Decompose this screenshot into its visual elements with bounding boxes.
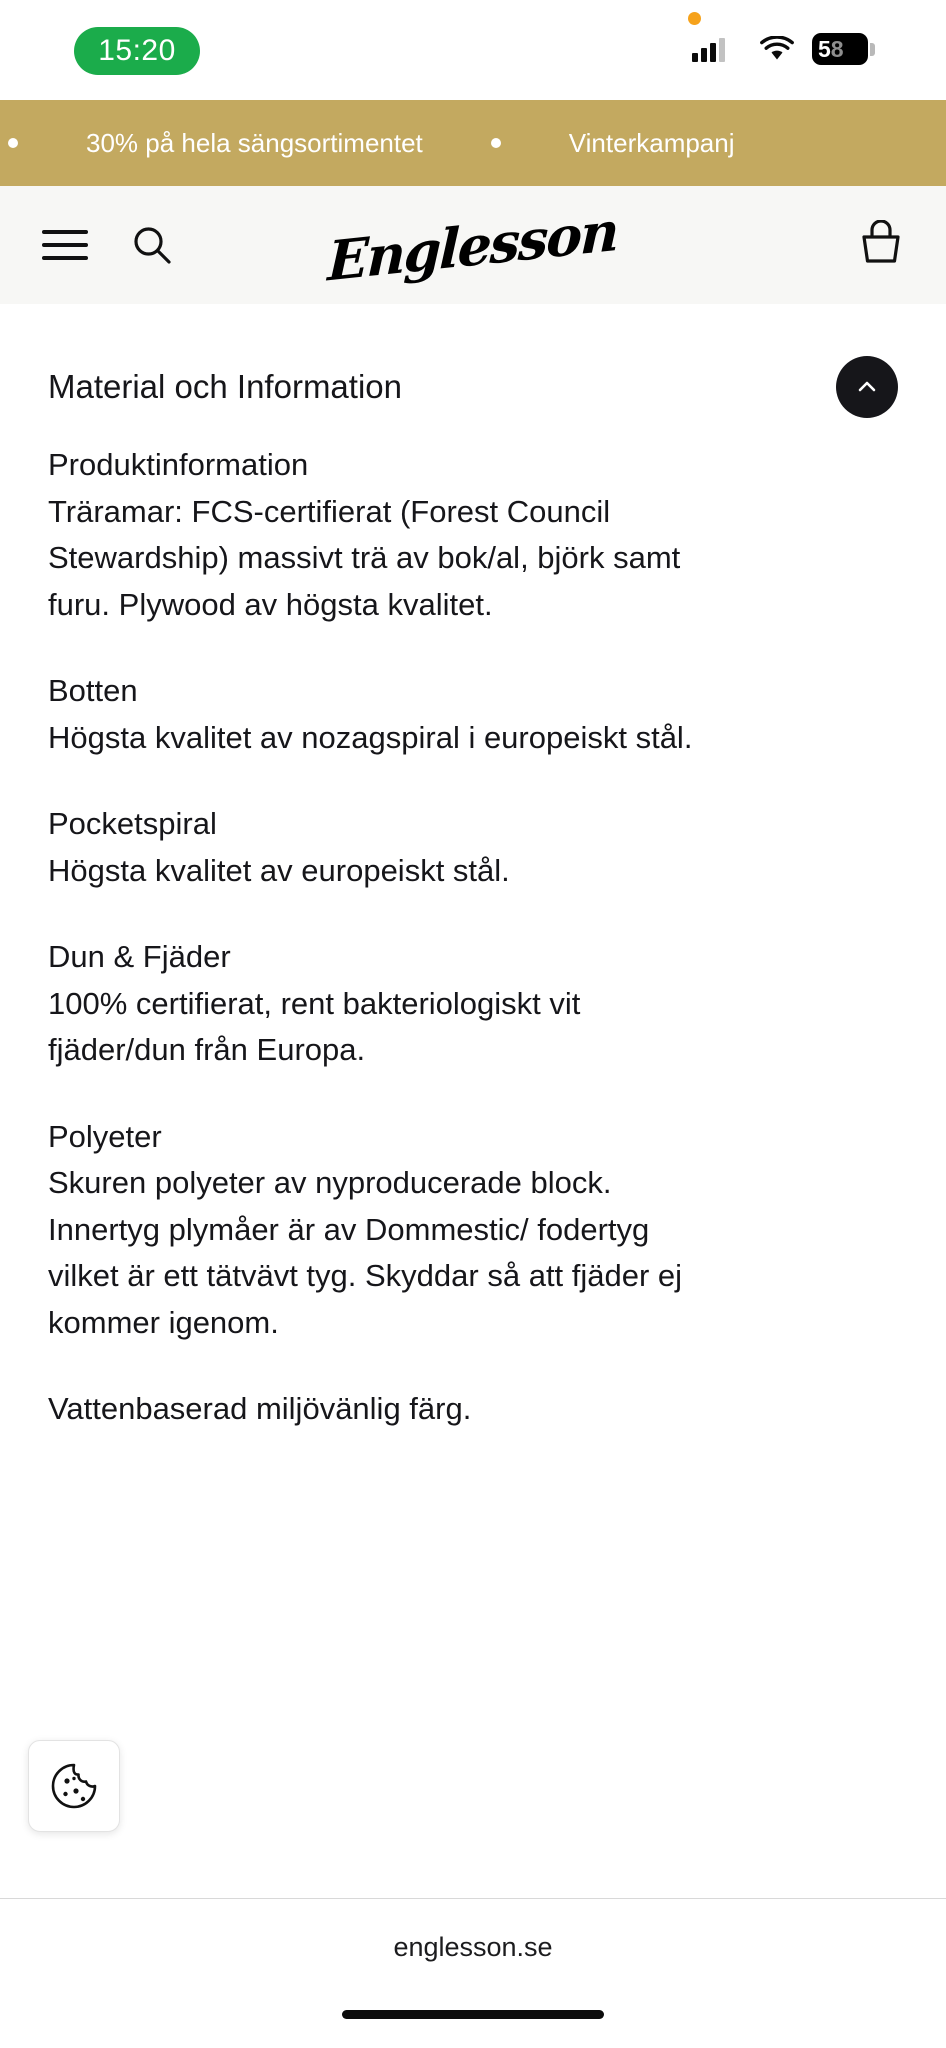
paragraph-polyeter <box>48 1114 898 1347</box>
search-icon[interactable] <box>130 223 174 267</box>
paragraph-heading: Botten <box>48 673 138 708</box>
browser-url-bar[interactable] <box>0 1898 946 1996</box>
paragraph-heading: Polyeter <box>48 1118 162 1154</box>
privacy-indicator-icon <box>688 12 701 25</box>
logo-text: Englesson <box>327 198 619 294</box>
paragraph-line: Vattenbaserad miljövänlig färg. <box>48 1391 472 1426</box>
url-text: englesson.se <box>393 1932 553 1962</box>
wifi-icon <box>760 36 794 62</box>
paragraph-line: furu. Plywood av högsta kvalitet. <box>48 586 493 622</box>
paragraph-line: Stewardship) massivt trä av bok/al, björk samt <box>48 540 681 575</box>
paragraph-heading: Pocketspiral <box>48 806 217 841</box>
home-indicator-area <box>0 1996 946 2048</box>
product-details-content <box>0 304 946 1898</box>
cookie-icon <box>45 1757 103 1815</box>
bullet-icon <box>8 138 18 148</box>
paragraph-farg <box>48 1386 898 1433</box>
announcement-item-2: Vinterkampanj <box>568 127 735 158</box>
menu-icon[interactable] <box>42 230 88 260</box>
paragraph-pocketspiral <box>48 801 898 894</box>
site-header <box>0 186 946 304</box>
battery-icon <box>812 33 868 65</box>
chevron-up-icon[interactable] <box>836 356 898 418</box>
battery-cap-icon <box>870 43 875 56</box>
battery-level-dim: 8 <box>830 35 844 62</box>
status-bar <box>0 0 946 100</box>
paragraph-produktinformation <box>48 442 898 628</box>
paragraph-line: Innertyg plymåer är av Dommestic/ fodertyg <box>48 1211 650 1247</box>
site-logo[interactable] <box>327 198 619 294</box>
status-time: 15:20 <box>74 27 200 75</box>
paragraph-heading: Dun & Fjäder <box>48 939 231 974</box>
paragraph-line: kommer igenom. <box>48 1304 279 1340</box>
material-information-text <box>48 442 898 1433</box>
page-title: Material och Information <box>48 368 402 405</box>
paragraph-line: 100% certifierat, rent bakteriologiskt vit <box>48 985 581 1021</box>
paragraph-line: Skuren polyeter av nyproducerade block. <box>48 1165 612 1200</box>
paragraph-line: vilket är ett tätvävt tyg. Skyddar så att fjäder ej <box>48 1258 683 1293</box>
paragraph-line: Högsta kvalitet av europeiskt stål. <box>48 852 510 888</box>
announcement-item-1: 30% på hela sängsortimentet <box>86 127 423 158</box>
paragraph-line: Träramar: FCS-certifierat (Forest Council <box>48 493 611 529</box>
paragraph-botten <box>48 668 898 761</box>
battery-level: 5 <box>818 35 831 62</box>
announcement-bar[interactable] <box>0 100 946 186</box>
cookie-settings-button[interactable] <box>28 1740 120 1832</box>
cellular-signal-icon <box>692 36 725 62</box>
home-indicator[interactable] <box>342 2010 604 2019</box>
cart-icon[interactable] <box>858 220 904 270</box>
paragraph-line: fjäder/dun från Europa. <box>48 1032 366 1067</box>
paragraph-line: Högsta kvalitet av nozagspiral i europeiskt stål. <box>48 719 693 755</box>
paragraph-heading: Produktinformation <box>48 447 309 482</box>
bullet-icon <box>491 138 501 148</box>
section-header[interactable] <box>48 304 898 442</box>
paragraph-dun-och-fjader <box>48 934 898 1074</box>
announcement-row <box>0 128 735 159</box>
